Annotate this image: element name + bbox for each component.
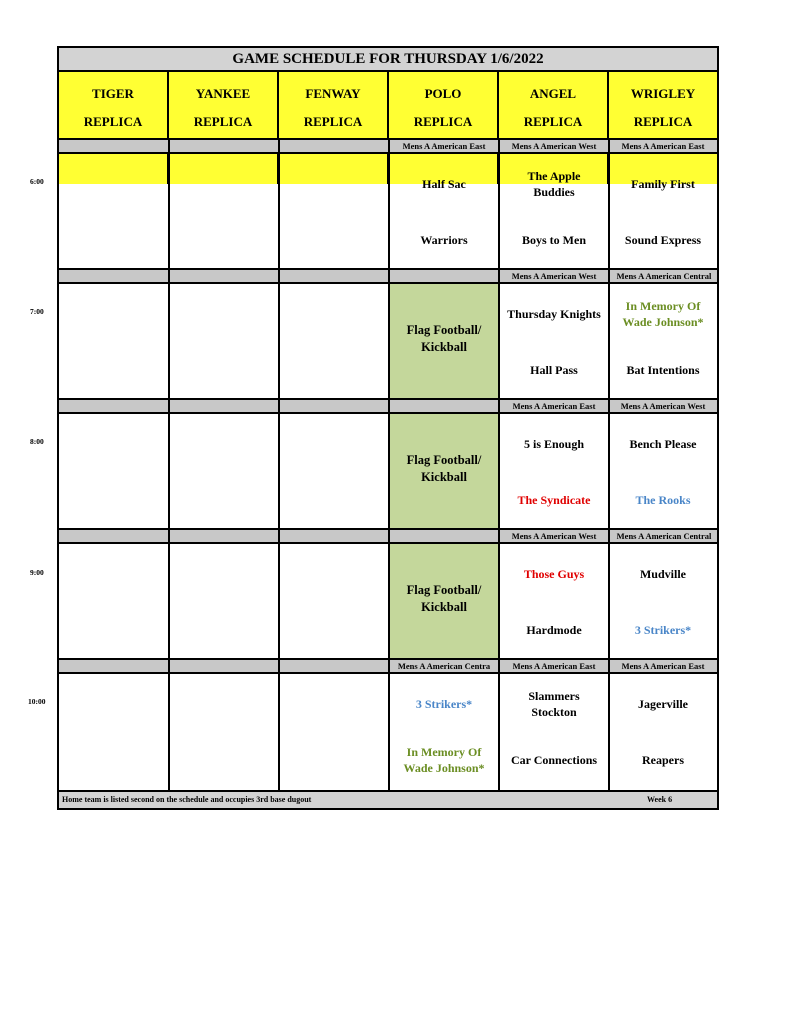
away-team: 5 is Enough — [523, 437, 585, 451]
game-angel-9 — [499, 544, 609, 658]
field-name: YANKEE — [195, 86, 251, 101]
home-team: Hardmode — [526, 623, 582, 637]
game-polo-6 — [389, 154, 499, 268]
division-wrigley: Mens A American Central — [616, 271, 712, 281]
division-polo: Mens A American Centra — [397, 661, 491, 671]
division-wrigley: Mens A American East — [621, 661, 705, 671]
away-team: Bench Please — [629, 437, 697, 451]
division-wrigley: Mens A American East — [621, 141, 705, 151]
away-team: Mudville — [639, 567, 686, 581]
home-team: In Memory Of Wade Johnson* — [403, 745, 485, 775]
home-team: 3 Strikers* — [634, 623, 692, 637]
flag-football-label: Flag Football/ Kickball — [406, 323, 482, 354]
polo-flag-football-9 — [389, 544, 499, 658]
time-label-9: 9:00 — [30, 568, 44, 577]
schedule-title: GAME SCHEDULE FOR THURSDAY 1/6/2022 — [59, 48, 717, 72]
away-team: The Apple Buddies — [527, 169, 581, 199]
field-name: WRIGLEY — [630, 86, 696, 101]
game-wrigley-7 — [609, 284, 717, 398]
division-angel: Mens A American East — [512, 401, 596, 411]
flag-football-label: Flag Football/ Kickball — [406, 583, 482, 614]
field-name: FENWAY — [305, 86, 361, 101]
time-label-8: 8:00 — [30, 437, 44, 446]
division-angel: Mens A American West — [511, 531, 597, 541]
field-name: POLO — [424, 86, 462, 101]
game-wrigley-6 — [609, 154, 717, 268]
field-header-yankee — [169, 72, 279, 184]
division-wrigley: Mens A American Central — [616, 531, 712, 541]
field-sub: REPLICA — [83, 114, 143, 129]
away-team: Family First — [631, 177, 695, 191]
home-team: Sound Express — [624, 233, 702, 247]
game-angel-10 — [499, 674, 609, 790]
home-team-note: Home team is listed second on the schedule and occupies 3rd base dugout — [62, 795, 312, 804]
game-wrigley-10 — [609, 674, 717, 790]
home-team: The Rooks — [635, 493, 691, 507]
field-name: ANGEL — [529, 86, 577, 101]
division-angel: Mens A American West — [511, 141, 597, 151]
division-polo: Mens A American East — [402, 141, 486, 151]
home-team: Warriors — [420, 233, 468, 247]
home-team: Car Connections — [510, 753, 598, 767]
away-team: In Memory Of Wade Johnson* — [622, 299, 704, 329]
division-wrigley: Mens A American West — [620, 401, 706, 411]
game-wrigley-9 — [609, 544, 717, 658]
grid-line — [278, 138, 280, 790]
field-header-fenway — [279, 72, 389, 184]
grid-line — [168, 138, 170, 790]
away-team: Thursday Knights — [507, 307, 601, 321]
game-angel-7 — [499, 284, 609, 398]
field-header-tiger — [59, 72, 169, 184]
away-team: Those Guys — [523, 567, 585, 581]
field-sub: REPLICA — [633, 114, 693, 129]
game-wrigley-8 — [609, 414, 717, 528]
field-name: TIGER — [92, 86, 134, 101]
game-polo-10 — [389, 674, 499, 790]
week-label: Week 6 — [647, 795, 673, 804]
field-sub: REPLICA — [413, 114, 473, 129]
time-label-6: 6:00 — [30, 177, 44, 186]
field-sub: REPLICA — [303, 114, 363, 129]
polo-flag-football-8 — [389, 414, 499, 528]
home-team: Boys to Men — [522, 233, 586, 247]
home-team: Reapers — [642, 753, 684, 767]
flag-football-label: Flag Football/ Kickball — [406, 453, 482, 484]
away-team: Slammers Stockton — [528, 689, 580, 719]
schedule-table — [57, 46, 719, 810]
home-team: Bat Intentions — [626, 363, 700, 377]
away-team: Jagerville — [638, 697, 688, 711]
away-team: Half Sac — [422, 177, 466, 191]
game-angel-8 — [499, 414, 609, 528]
away-team: 3 Strikers* — [415, 697, 473, 711]
polo-flag-football-7 — [389, 284, 499, 398]
schedule-footer — [59, 790, 717, 808]
field-sub: REPLICA — [193, 114, 253, 129]
home-team: Hall Pass — [530, 363, 578, 377]
game-angel-6 — [499, 154, 609, 268]
time-label-10: 10:00 — [28, 697, 46, 706]
time-label-7: 7:00 — [30, 307, 44, 316]
home-team: The Syndicate — [517, 493, 591, 507]
field-sub: REPLICA — [523, 114, 583, 129]
division-angel: Mens A American East — [512, 661, 596, 671]
division-angel: Mens A American West — [511, 271, 597, 281]
